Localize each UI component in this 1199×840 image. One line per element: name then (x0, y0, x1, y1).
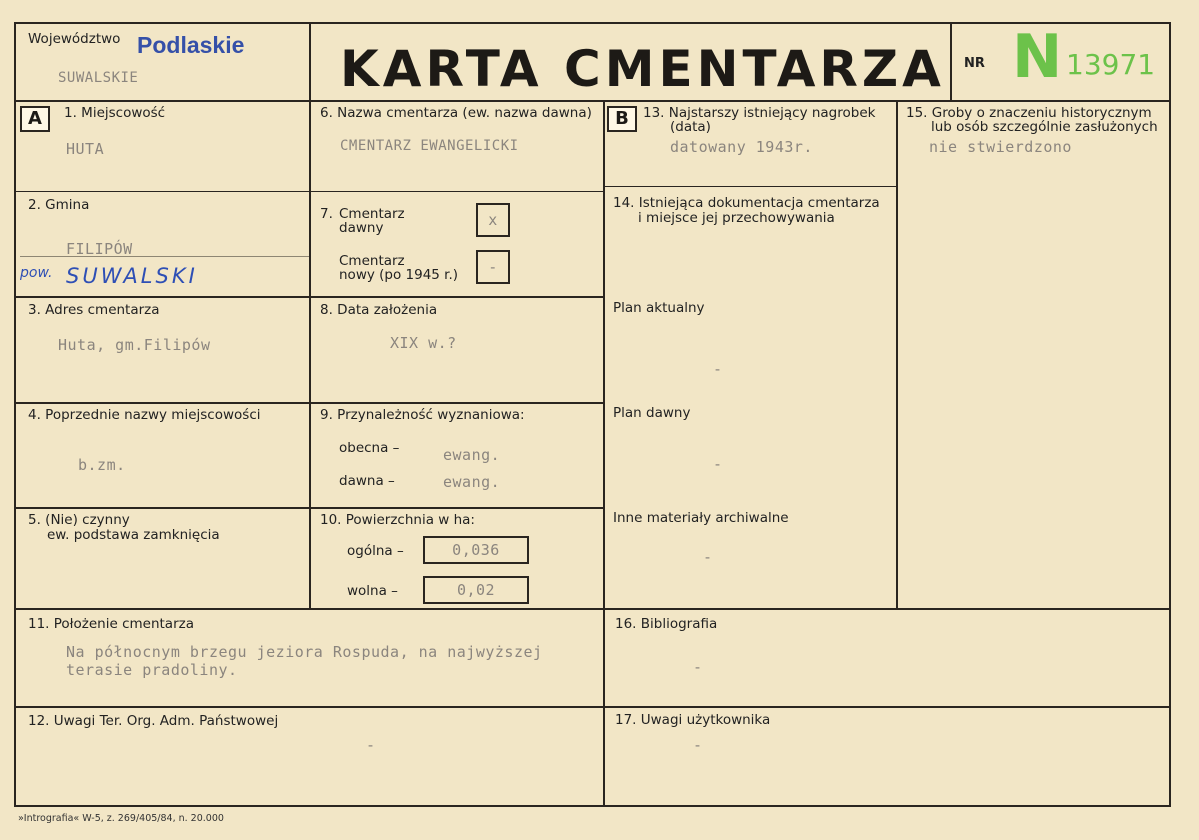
bibliografia-label: 16. Bibliografia (615, 616, 718, 632)
groby-label: 15. Groby o znaczeniu historycznym (906, 105, 1152, 121)
cmentarz-nowy-checkbox (476, 250, 510, 284)
adres-value: Huta, gm.Filipów (58, 336, 211, 354)
polozenie-label: 11. Położenie cmentarza (28, 616, 194, 632)
nr-letter-handwritten: N (1012, 22, 1063, 92)
przynaleznosc-obecna-value: ewang. (443, 446, 501, 464)
cmentarz-number: 7. (320, 206, 333, 222)
plan-dawny-value: - (713, 455, 723, 473)
data-zalozenia-value: XIX w.? (390, 334, 457, 352)
przynaleznosc-dawna-label: dawna – (339, 473, 395, 489)
row-divider-2 (14, 296, 605, 298)
powiat-handwritten-value: SUWALSKI (66, 264, 198, 288)
dokumentacja-sublabel: i miejsce jej przechowywania (638, 210, 835, 226)
powierzchnia-wolna-box (423, 576, 529, 604)
powierzchnia-ogolna-label: ogólna – (347, 543, 404, 559)
powierzchnia-wolna-value: 0,02 (456, 581, 496, 599)
nazwa-value: CMENTARZ EWANGELICKI (340, 138, 519, 154)
title-right-divider (950, 22, 952, 102)
poprzednie-label: 4. Poprzednie nazwy miejscowości (28, 407, 261, 423)
przynaleznosc-dawna-value: ewang. (443, 473, 501, 491)
gmina-underline (20, 256, 309, 257)
groby-value: nie stwierdzono (929, 138, 1072, 156)
printer-imprint: »Intrografia« W-5, z. 269/405/84, n. 20.000 (18, 813, 224, 824)
dokumentacja-label: 14. Istniejąca dokumentacja cmentarza (613, 195, 880, 211)
row-divider-4 (14, 507, 605, 509)
wojewodztwo-typed: SUWALSKIE (58, 70, 139, 86)
nazwa-label: 6. Nazwa cmentarza (ew. nazwa dawna) (320, 105, 592, 121)
nr-label: NR (964, 56, 985, 71)
przynaleznosc-label: 9. Przynależność wyznaniowa: (320, 407, 525, 423)
polozenie-value-line2: terasie pradoliny. (66, 661, 238, 679)
groby-sublabel: lub osób szczególnie zasłużonych (931, 119, 1158, 135)
inne-materialy-label: Inne materiały archiwalne (613, 510, 789, 526)
nr-number-handwritten: 13971 (1066, 48, 1156, 81)
adres-label: 3. Adres cmentarza (28, 302, 160, 318)
powierzchnia-wolna-label: wolna – (347, 583, 398, 599)
cmentarz-nowy-sublabel: nowy (po 1945 r.) (339, 267, 459, 283)
gmina-value: FILIPÓW (66, 240, 133, 258)
row-divider-5 (14, 608, 1171, 610)
gmina-label: 2. Gmina (28, 197, 90, 213)
data-zalozenia-label: 8. Data założenia (320, 302, 438, 318)
miejscowosc-value: HUTA (66, 140, 105, 158)
row-divider-6 (14, 706, 1171, 708)
powierzchnia-ogolna-value: 0,036 (452, 541, 500, 559)
plan-aktualny-label: Plan aktualny (613, 300, 705, 316)
header-divider (14, 100, 1171, 102)
column-b-divider (603, 100, 605, 807)
powierzchnia-ogolna-box (423, 536, 529, 564)
cmentarz-dawny-value: x (488, 211, 498, 229)
cmentarz-dawny-checkbox (476, 203, 510, 237)
column-15-divider (896, 100, 898, 608)
page-title: KARTA CMENTARZA (340, 40, 945, 98)
uwagi-uzytkownika-label: 17. Uwagi użytkownika (615, 712, 771, 728)
plan-dawny-label: Plan dawny (613, 405, 691, 421)
plan-aktualny-value: - (713, 360, 723, 378)
najstarszy-value: datowany 1943r. (670, 138, 813, 156)
b-row-divider-1 (603, 186, 898, 187)
bibliografia-value: - (693, 658, 703, 676)
cmentarz-nowy-label: Cmentarz (339, 253, 405, 269)
wojewodztwo-stamp: Podlaskie (137, 32, 245, 58)
wojewodztwo-label: Województwo (28, 31, 121, 47)
uwagi-ter-value: - (366, 736, 376, 754)
section-b-badge: B (607, 106, 637, 132)
powierzchnia-label: 10. Powierzchnia w ha: (320, 512, 475, 528)
cmentarz-dawny-label: Cmentarz (339, 206, 405, 222)
cmentarz-nowy-value: - (488, 258, 498, 276)
przynaleznosc-obecna-label: obecna – (339, 440, 400, 456)
row-divider-3 (14, 402, 605, 404)
uwagi-ter-label: 12. Uwagi Ter. Org. Adm. Państwowej (28, 713, 279, 729)
powiat-handwritten-label: pow. (20, 265, 53, 281)
najstarszy-label: 13. Najstarszy istniejący nagrobek (643, 105, 876, 121)
polozenie-value-line1: Na północnym brzegu jeziora Rospuda, na najwyższej (66, 643, 543, 661)
czynny-label: 5. (Nie) czynny (28, 512, 130, 528)
row-divider-1 (14, 191, 605, 192)
czynny-sublabel: ew. podstawa zamknięcia (47, 527, 220, 543)
uwagi-uzytkownika-value: - (693, 736, 703, 754)
title-left-divider (309, 22, 311, 608)
inne-materialy-value: - (703, 548, 713, 566)
miejscowosc-label: 1. Miejscowość (64, 105, 166, 121)
section-a-badge: A (20, 106, 50, 132)
najstarszy-sublabel: (data) (670, 119, 711, 135)
cmentarz-dawny-sublabel: dawny (339, 220, 384, 236)
poprzednie-value: b.zm. (78, 456, 126, 474)
